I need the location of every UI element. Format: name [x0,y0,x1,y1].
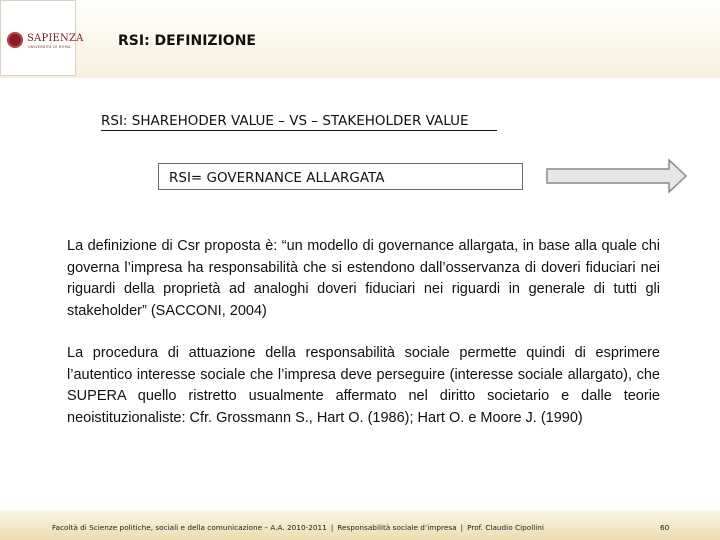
governance-box [158,163,523,190]
footer-separator: | [330,523,334,532]
page-number: 60 [660,523,670,532]
footer-separator: | [460,523,464,532]
logo-name: SAPIENZA [27,33,84,44]
procedure-paragraph: La procedura di attuazione della responsabilità sociale permette quindi di esprimere l’autentico interesse sociale che l’impresa deve perseguire (interesse sociale allargato), che SUPERA quello ristretto usualmente affermato nel diritto societario e dalle teorie neoistituzionaliste: Cfr. Grossmann S., Hart O. (1986); Hart O. e Moore J. (1990) [67,345,660,426]
subtitle-underline [101,130,497,131]
slide-title: RSI: DEFINIZIONE [118,33,256,49]
header-band [0,0,720,78]
university-seal-icon [7,32,23,48]
university-logo [0,0,84,76]
slide-subtitle: RSI: SHAREHODER VALUE – VS – STAKEHOLDER VALUE [101,113,469,129]
footer-faculty: Facoltà di Scienze politiche, sociali e della comunicazione – A.A. 2010-2011 [52,523,327,532]
footer-professor: Prof. Claudio Cipollini [467,523,544,532]
definition-paragraph: La definizione di Csr proposta è: “un modello di governance allargata, in base alla quale chi governa l’impresa ha responsabilità che si estendono dall’osservanza di doveri fiduciari nei riguardi della proprietà ad analoghi doveri fiduciari nei riguardi in generale di tutti gli stakeholder” (SACCONI, 2004) [67,238,660,319]
footer-course: Responsabilità sociale d’impresa [337,523,457,532]
right-arrow-icon [546,158,688,194]
governance-box-label: RSI= GOVERNANCE ALLARGATA [169,170,385,186]
logo-subtitle: UNIVERSITÀ DI ROMA [28,45,71,49]
footer-text [52,523,544,532]
